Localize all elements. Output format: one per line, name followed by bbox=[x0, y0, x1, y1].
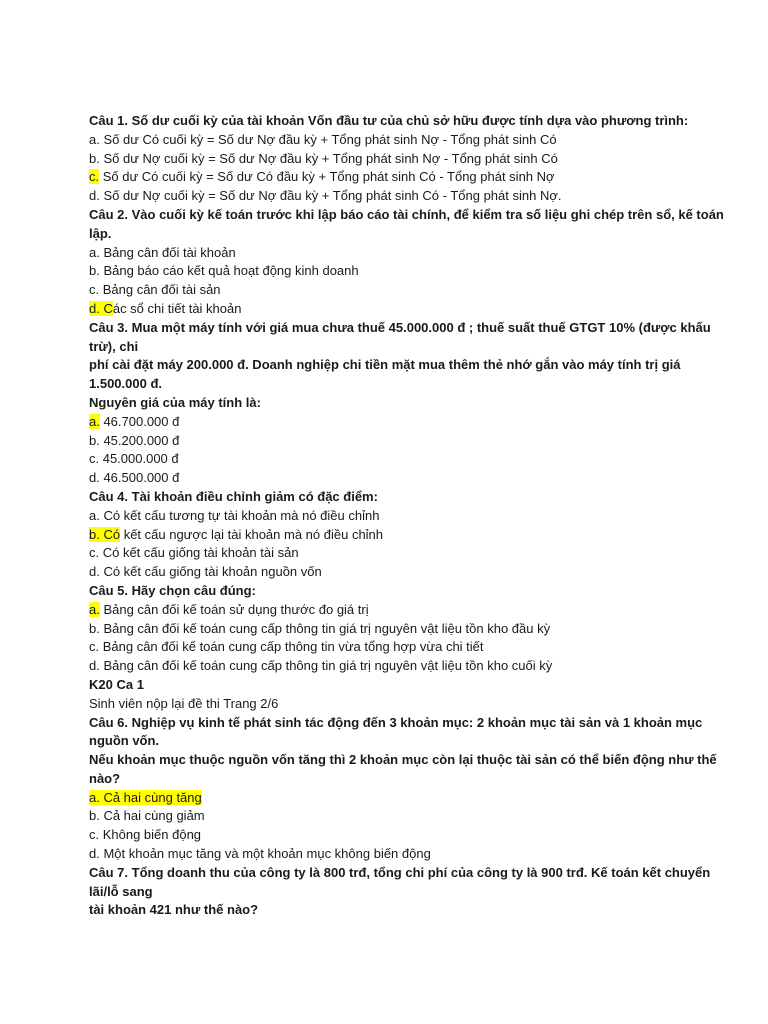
line-text: K20 Ca 1 bbox=[89, 676, 144, 692]
line-text: d. Có kết cấu giống tài khoản nguồn vốn bbox=[89, 564, 322, 580]
line-text: Câu 5. Hãy chọn câu đúng: bbox=[89, 582, 256, 598]
answer-line bbox=[89, 450, 688, 469]
line-text: 46.700.000 đ bbox=[99, 413, 180, 429]
question-line bbox=[89, 375, 688, 394]
highlighted-answer-marker: b. Có bbox=[89, 526, 121, 542]
line-text: c. Có kết cấu giống tài khoản tài sản bbox=[89, 545, 299, 561]
question-line bbox=[89, 338, 688, 357]
line-text: d. Số dư Nợ cuối kỳ = Số dư Nợ đầu kỳ + Tổng phát sinh Có - Tổng phát sinh Nợ. bbox=[89, 188, 562, 204]
line-text: d. Bảng cân đối kế toán cung cấp thông tin giá trị nguyên vật liệu tồn kho cuối kỳ bbox=[89, 658, 553, 674]
question-line bbox=[89, 488, 688, 507]
line-text: b. Bảng cân đối kế toán cung cấp thông tin giá trị nguyên vật liệu tồn kho đầu kỳ bbox=[89, 620, 551, 636]
line-text: c. Không biến động bbox=[89, 827, 202, 843]
answer-line bbox=[89, 695, 688, 714]
line-text: b. Bảng báo cáo kết quả hoạt động kinh doanh bbox=[89, 263, 359, 279]
line-text: b. 45.200.000 đ bbox=[89, 432, 180, 448]
line-text: nào? bbox=[89, 770, 121, 786]
document-body bbox=[89, 112, 724, 920]
answer-line bbox=[89, 281, 688, 300]
line-text: a. Có kết cấu tương tự tài khoản mà nó điều chỉnh bbox=[89, 507, 380, 523]
question-line bbox=[89, 751, 717, 770]
highlighted-answer-marker: a. Cả hai cùng tăng bbox=[89, 789, 202, 805]
highlighted-answer-marker: a. bbox=[89, 413, 100, 429]
answer-line bbox=[89, 789, 688, 808]
question-line bbox=[89, 206, 724, 225]
question-line bbox=[89, 714, 703, 733]
answer-line bbox=[89, 432, 688, 451]
question-line bbox=[89, 225, 688, 244]
line-text: Câu 3. Mua một máy tính với giá mua chưa thuế 45.000.000 đ ; thuế suất thuế GTGT 10% (được khấu bbox=[89, 319, 711, 335]
line-text: a. Số dư Có cuối kỳ = Số dư Nợ đầu kỳ + Tổng phát sinh Nợ - Tổng phát sinh Có bbox=[89, 131, 557, 147]
answer-line bbox=[89, 187, 688, 206]
line-text: b. Cả hai cùng giảm bbox=[89, 808, 205, 824]
line-text: ác sổ chi tiết tài khoản bbox=[112, 300, 242, 316]
line-text: a. Bảng cân đối tài khoản bbox=[89, 244, 236, 260]
line-text: c. Bảng cân đối kế toán cung cấp thông tin vừa tổng hợp vừa chi tiết bbox=[89, 639, 484, 655]
line-text: Câu 1. Số dư cuối kỳ của tài khoản Vốn đầu tư của chủ sở hữu được tính dựa vào phương trình: bbox=[89, 113, 689, 128]
question-line bbox=[89, 582, 688, 601]
question-line bbox=[89, 883, 688, 902]
line-text: lãi/lỗ sang bbox=[89, 883, 153, 899]
answer-line bbox=[89, 620, 688, 639]
answer-line bbox=[89, 168, 688, 187]
line-text: lập. bbox=[89, 225, 112, 241]
answer-line bbox=[89, 262, 688, 281]
line-text: Câu 4. Tài khoản điều chỉnh giảm có đặc điểm: bbox=[89, 488, 378, 504]
answer-line bbox=[89, 845, 688, 864]
line-text: Câu 6. Nghiệp vụ kinh tế phát sinh tác động đến 3 khoản mục: 2 khoản mục tài sản và 1 khoản mục bbox=[89, 714, 703, 730]
question-line bbox=[89, 676, 688, 695]
answer-line bbox=[89, 300, 688, 319]
answer-line bbox=[89, 807, 688, 826]
line-text: c. 45.000.000 đ bbox=[89, 451, 179, 467]
highlighted-answer-marker: a. bbox=[89, 601, 100, 617]
answer-line bbox=[89, 469, 688, 488]
highlighted-answer-marker: d. C bbox=[89, 300, 113, 316]
line-text: Câu 7. Tổng doanh thu của công ty là 800 trđ, tổng chi phí của công ty là 900 trđ. Kế toán kết chuyển bbox=[89, 864, 711, 880]
answer-line bbox=[89, 150, 688, 169]
question-line bbox=[89, 770, 688, 789]
answer-line bbox=[89, 601, 688, 620]
answer-line bbox=[89, 413, 688, 432]
answer-line bbox=[89, 244, 688, 263]
line-text: phí cài đặt máy 200.000 đ. Doanh nghiệp chi tiền mặt mua thêm thẻ nhớ gắn vào máy tính trị giá bbox=[89, 357, 681, 373]
line-text: tài khoản 421 như thế nào? bbox=[89, 902, 259, 918]
line-text: 1.500.000 đ. bbox=[89, 376, 162, 392]
answer-line bbox=[89, 638, 688, 657]
line-text: Nguyên giá của máy tính là: bbox=[89, 394, 261, 410]
answer-line bbox=[89, 563, 688, 582]
line-text: d. 46.500.000 đ bbox=[89, 470, 180, 486]
line-text: trừ), chi bbox=[89, 338, 139, 354]
highlighted-answer-marker: c. bbox=[89, 169, 100, 185]
question-line bbox=[89, 732, 688, 751]
answer-line bbox=[89, 657, 688, 676]
line-text: Bảng cân đối kế toán sử dụng thước đo giá trị bbox=[99, 601, 369, 617]
line-text: Số dư Có cuối kỳ = Số dư Có đầu kỳ + Tổng phát sinh Có - Tổng phát sinh Nợ bbox=[99, 169, 555, 185]
question-line bbox=[89, 394, 688, 413]
line-text: kết cấu ngược lại tài khoản mà nó điều chỉnh bbox=[120, 526, 384, 542]
question-line bbox=[89, 112, 688, 131]
line-text: c. Bảng cân đối tài sản bbox=[89, 282, 221, 298]
answer-line bbox=[89, 544, 688, 563]
line-text: Nếu khoản mục thuộc nguồn vốn tăng thì 2 khoản mục còn lại thuộc tài sản có thể biến động như thế bbox=[89, 752, 717, 768]
line-text: Câu 2. Vào cuối kỳ kế toán trước khi lập báo cáo tài chính, để kiểm tra số liệu ghi chép trên sổ, kế toán bbox=[89, 206, 724, 222]
question-line bbox=[89, 901, 688, 920]
answer-line bbox=[89, 526, 688, 545]
answer-line bbox=[89, 131, 688, 150]
line-text: nguồn vốn. bbox=[89, 733, 160, 749]
line-text: b. Số dư Nợ cuối kỳ = Số dư Nợ đầu kỳ + Tổng phát sinh Nợ - Tổng phát sinh Có bbox=[89, 150, 558, 166]
question-line bbox=[89, 356, 688, 375]
answer-line bbox=[89, 507, 688, 526]
line-text: d. Một khoản mục tăng và một khoản mục không biến động bbox=[89, 846, 431, 862]
question-line bbox=[89, 319, 711, 338]
line-text: Sinh viên nộp lại đề thi Trang 2/6 bbox=[89, 695, 279, 711]
question-line bbox=[89, 864, 711, 883]
answer-line bbox=[89, 826, 688, 845]
